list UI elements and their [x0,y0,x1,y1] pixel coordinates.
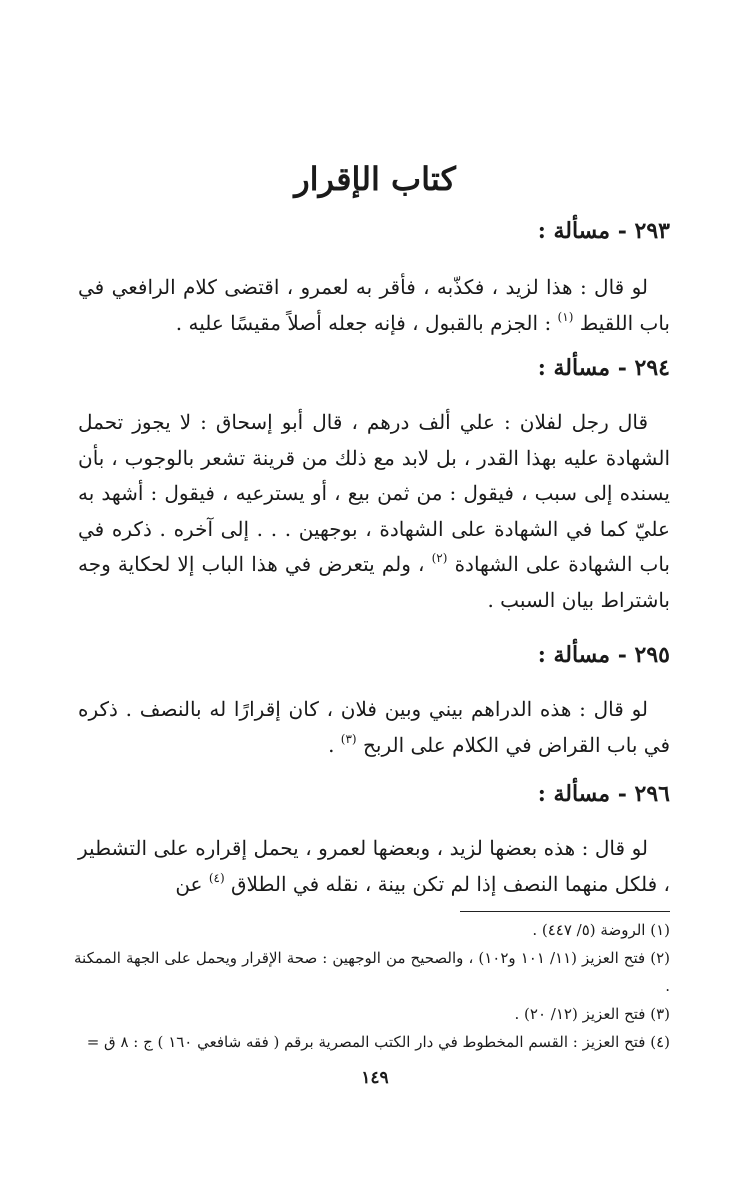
paragraph-text: قال رجل لفلان : علي ألف درهم ، قال أبو إسحاق : لا يجوز تحمل الشهادة عليه بهذا القدر ، بل لابد مع ذلك من قرينة تشعر بالوجوب ، بأن يسنده إلى سبب ، فيقول : من ثمن بيع ، أو يسترعيه ، فيقول : أشهد به عليّ كما في الشهادة على الشهادة ، بوجهين . . . إلى آخره . ذكره في باب الشهادة على الشهادة [78,410,671,576]
paragraph-text: لو قال : هذه الدراهم بيني وبين فلان ، كان إقرارًا له بالنصف . ذكره في باب القراض في الكلام على الربح [78,697,670,757]
footnote-divider [460,911,670,912]
footnote-item: (٣) فتح العزيز (١٢/ ٢٠) . [514,1005,670,1023]
footnote-ref[interactable]: (٢) [431,551,448,565]
footnote-item: (٤) فتح العزيز : القسم المخطوط في دار الكتب المصرية برقم ( فقه شافعي ١٦٠ ) ج : ٨ ق = [86,1033,670,1051]
section-heading: ٢٩٣ - مسألة : [537,218,670,244]
section-paragraph [78,692,670,763]
section-paragraph [78,405,670,618]
section-294 [78,353,670,618]
footnote-ref[interactable]: (١) [557,309,574,324]
section-heading: ٢٩٤ - مسألة : [537,355,670,381]
footnote-item: (١) الروضة (٥/ ٤٤٧) . [532,921,670,939]
section-293 [78,216,670,341]
section-295 [78,640,670,763]
section-paragraph [78,831,670,902]
footnotes [74,916,670,1056]
chapter-title: كتاب الإقرار [294,160,456,198]
paragraph-text: عن [175,871,209,896]
footnote-ref[interactable]: (٤) [208,870,225,885]
paragraph-text: : الجزم بالقبول ، فإنه جعله أصلاً مقيسًا عليه . [175,310,558,335]
section-paragraph [78,270,670,341]
paragraph-text: . [328,732,341,757]
section-heading: ٢٩٦ - مسألة : [537,781,670,807]
section-heading: ٢٩٥ - مسألة : [537,642,670,668]
footnote-ref[interactable]: (٣) [340,731,357,746]
paragraph-text: لو قال : هذا لزيد ، فكذّبه ، فأقر به لعمرو ، اقتضى كلام الرافعي في باب اللقيط [78,275,670,335]
footnote-item: (٢) فتح العزيز (١١/ ١٠١ و١٠٢) ، والصحيح من الوجهين : صحة الإقرار ويحمل على الجهة الممكنة . [74,949,671,995]
paragraph-text: ، ولم يتعرض في هذا الباب إلا لحكاية وجه باشتراط بيان السبب . [78,552,670,612]
page-number: ١٤٩ [361,1068,389,1088]
section-296 [78,779,670,902]
paragraph-text: لو قال : هذه بعضها لزيد ، وبعضها لعمرو ، يحمل إقراره على التشطير ، فلكل منهما النصف إذا لم تكن بينة ، نقله في الطلاق [78,836,670,896]
